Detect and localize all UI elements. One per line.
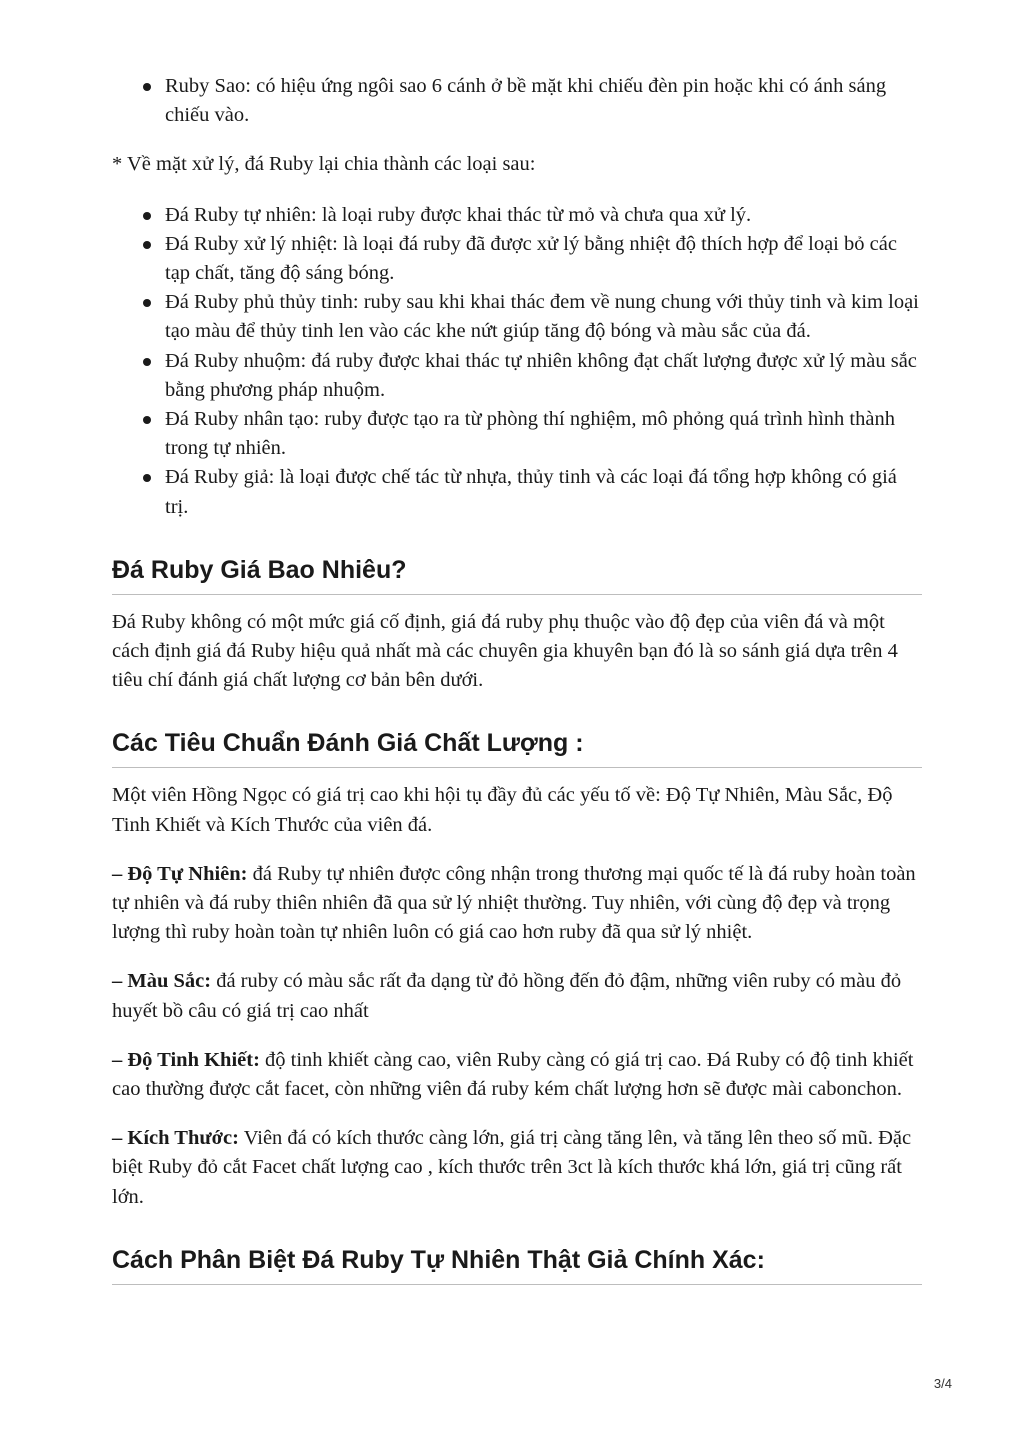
price-heading: Đá Ruby Giá Bao Nhiêu? xyxy=(112,554,922,595)
criterion-size xyxy=(112,1124,922,1212)
star-ruby-list xyxy=(112,72,922,130)
list-item: Đá Ruby phủ thủy tinh: ruby sau khi khai thác đem về nung chung với thủy tinh và kim loại tạo màu để thủy tinh len vào các khe nứt giúp tăng độ bóng và màu sắc của đá. xyxy=(165,288,922,346)
page-number: 3/4 xyxy=(933,1376,952,1391)
criterion-label: – Độ Tự Nhiên: xyxy=(112,862,248,885)
criterion-text: độ tinh khiết càng cao, viên Ruby càng có giá trị cao. Đá Ruby có độ tinh khiết cao thường được cắt facet, còn những viên đá ruby kém chất lượng hơn sẽ được mài cabonchon. xyxy=(112,1048,914,1101)
criterion-label: – Kích Thước: xyxy=(112,1127,239,1150)
list-item: Đá Ruby giả: là loại được chế tác từ nhựa, thủy tinh và các loại đá tổng hợp không có giá trị. xyxy=(165,463,922,521)
criterion-label: – Độ Tinh Khiết: xyxy=(112,1048,260,1071)
criterion-text: đá ruby có màu sắc rất đa dạng từ đỏ hồng đến đỏ đậm, những viên ruby có màu đỏ huyết bồ câu có giá trị cao nhất xyxy=(112,970,902,1022)
criterion-text: đá Ruby tự nhiên được công nhận trong thương mại quốc tế là đá ruby hoàn toàn tự nhiên và đá ruby thiên nhiên đã qua sử lý nhiệt thường. Tuy nhiên, với cùng độ đẹp và trọng lượng thì ruby hoàn toàn tự nhiên luôn có giá cao hơn ruby đã qua sử lý nhiệt. xyxy=(112,862,916,944)
price-paragraph: Đá Ruby không có một mức giá cố định, giá đá ruby phụ thuộc vào độ đẹp của viên đá và một cách định giá đá Ruby hiệu quả nhất mà các chuyên gia khuyên bạn đó là so sánh giá dựa trên 4 tiêu chí đánh giá chất lượng cơ bản bên dưới. xyxy=(112,610,898,692)
list-item: Đá Ruby nhân tạo: ruby được tạo ra từ phòng thí nghiệm, mô phỏng quá trình hình thành trong tự nhiên. xyxy=(165,405,922,463)
list-item: Ruby Sao: có hiệu ứng ngôi sao 6 cánh ở bề mặt khi chiếu đèn pin hoặc khi có ánh sáng chiếu vào. xyxy=(165,72,922,130)
criterion-clarity xyxy=(112,1046,922,1104)
criterion-naturalness xyxy=(112,860,922,948)
list-item: Đá Ruby xử lý nhiệt: là loại đá ruby đã được xử lý bằng nhiệt độ thích hợp để loại bỏ các tạp chất, tăng độ sáng bóng. xyxy=(165,230,922,288)
quality-intro: Một viên Hồng Ngọc có giá trị cao khi hội tụ đầy đủ các yếu tố về: Độ Tự Nhiên, Màu Sắc, Độ Tinh Khiết và Kích Thước của viên đá. xyxy=(112,784,893,836)
list-item: Đá Ruby tự nhiên: là loại ruby được khai thác từ mỏ và chưa qua xử lý. xyxy=(165,201,922,230)
distinguish-heading: Cách Phân Biệt Đá Ruby Tự Nhiên Thật Giả Chính Xác: xyxy=(112,1244,922,1285)
page-content xyxy=(112,72,922,1285)
criterion-text: Viên đá có kích thước càng lớn, giá trị càng tăng lên, và tăng lên theo số mũ. Đặc biệt Ruby đỏ cắt Facet chất lượng cao , kích thước trên 3ct là kích thước khá lớn, giá trị cũng rất lớn. xyxy=(112,1127,912,1208)
processing-type-list xyxy=(112,201,922,522)
criterion-color xyxy=(112,967,922,1025)
processing-intro: * Về mặt xử lý, đá Ruby lại chia thành các loại sau: xyxy=(112,153,536,176)
list-item: Đá Ruby nhuộm: đá ruby được khai thác tự nhiên không đạt chất lượng được xử lý màu sắc bằng phương pháp nhuộm. xyxy=(165,347,922,405)
quality-heading: Các Tiêu Chuẩn Đánh Giá Chất Lượng : xyxy=(112,727,922,768)
criterion-label: – Màu Sắc: xyxy=(112,970,212,993)
